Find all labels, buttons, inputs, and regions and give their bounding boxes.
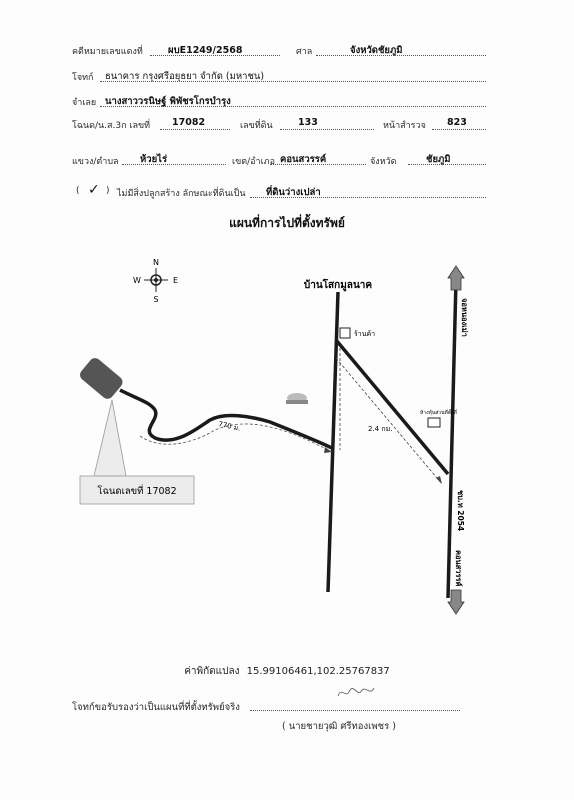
arrow-head-icon xyxy=(436,476,442,484)
district-name: คอนสวรรค์ xyxy=(280,154,327,165)
deed-callout-label: โฉนดเลขที่ 17082 xyxy=(97,486,177,497)
coord-label: ค่าพิกัดแปลง xyxy=(184,666,240,677)
signature-line xyxy=(250,710,460,711)
location-map xyxy=(0,240,574,680)
deed-number: 17082 xyxy=(172,117,206,128)
arrow-down-icon xyxy=(448,590,464,614)
case-label: คดีหมายเลขแดงที่ xyxy=(72,47,143,57)
shop-icon xyxy=(340,328,350,338)
land-type-underline xyxy=(250,197,486,198)
diagonal-dashed-arrow xyxy=(336,358,442,484)
diagonal-road xyxy=(336,340,448,474)
building-label: ห้างหุ้นส่วนที่ตั้งที่ xyxy=(420,410,457,416)
subdistrict-underline xyxy=(122,164,226,165)
building-icon xyxy=(428,418,440,427)
land-number: 133 xyxy=(298,117,318,128)
court-label: ศาล xyxy=(296,47,313,57)
deed-underline xyxy=(160,129,230,130)
distance-2: 2.4 กม. xyxy=(368,425,393,433)
main-road xyxy=(328,292,338,592)
check-open-paren: ( xyxy=(76,186,80,196)
province-underline xyxy=(408,164,486,165)
shop-label: ร้านค้า xyxy=(354,330,376,338)
defendant-name: นางสาววรนิษฐ์ พิพัชรโกรบำรุง xyxy=(105,96,231,107)
callout-pointer xyxy=(94,400,126,476)
defendant-underline xyxy=(100,106,486,107)
compass-w: W xyxy=(133,276,141,285)
certify-text: โจทก์ขอรับรองว่าเป็นแผนที่ที่ตั้งทรัพย์จริง xyxy=(72,702,240,713)
plaintiff-underline xyxy=(100,81,486,82)
no-building-text: ไม่มีสิ่งปลูกสร้าง ลักษณะที่ดินเป็น xyxy=(117,189,246,199)
tree-icon xyxy=(286,393,308,404)
map-title: แผนที่การไปที่ตั้งทรัพย์ xyxy=(229,216,345,230)
plaintiff-name: ธนาคาร กรุงศรีอยุธยา จำกัด (มหาชน) xyxy=(105,71,265,82)
court-underline xyxy=(316,55,486,56)
land-type: ที่ดินว่างเปล่า xyxy=(266,187,321,198)
subdistrict-name: ห้วยไร่ xyxy=(140,154,168,165)
plaintiff-label: โจทก์ xyxy=(72,73,94,83)
signature-scribble xyxy=(336,684,376,702)
survey-underline xyxy=(432,129,486,130)
survey-number: 823 xyxy=(447,117,467,128)
district-label: เขต/อำเภอ xyxy=(232,157,275,167)
court-name: จังหวัดชัยภูมิ xyxy=(350,45,403,56)
defendant-label: จำเลย xyxy=(72,98,97,108)
subdistrict-label: แขวง/ตำบล xyxy=(72,157,119,167)
compass-n: N xyxy=(153,258,159,267)
district-underline xyxy=(270,164,366,165)
coord-value: 15.99106461,102.25767837 xyxy=(246,666,390,677)
village-label: บ้านโสกมูลนาค xyxy=(303,280,373,291)
road-bottom-label: คอนสวรรค์ xyxy=(454,550,463,587)
province-label: จังหวัด xyxy=(370,157,397,167)
signer-name: ( นายชายวุฒิ ศรีทองเพชร ) xyxy=(282,721,396,732)
case-number: ผบE1249/2568 xyxy=(168,45,243,56)
road-mid-label: ชบ.ท 2054 xyxy=(456,490,465,532)
case-underline xyxy=(150,55,280,56)
check-mark-icon: ✓ xyxy=(88,182,100,198)
distance-1: 770 ม. xyxy=(217,420,242,433)
arrow-up-icon xyxy=(448,266,464,290)
road-top-label: จอหนองเม่า xyxy=(460,298,469,337)
compass-icon xyxy=(133,258,178,304)
land-no-underline xyxy=(280,129,374,130)
deed-label: โฉนด/น.ส.3ก เลขที่ xyxy=(72,121,151,131)
compass-e: E xyxy=(173,276,179,285)
province-name: ชัยภูมิ xyxy=(426,154,451,165)
property-parcel-icon xyxy=(78,356,125,402)
land-no-label: เลขที่ดิน xyxy=(240,121,273,131)
check-close-paren: ) xyxy=(106,186,110,196)
coordinate-line xyxy=(0,664,574,679)
compass-s: S xyxy=(153,295,159,304)
survey-label: หน้าสำรวจ xyxy=(383,121,426,131)
